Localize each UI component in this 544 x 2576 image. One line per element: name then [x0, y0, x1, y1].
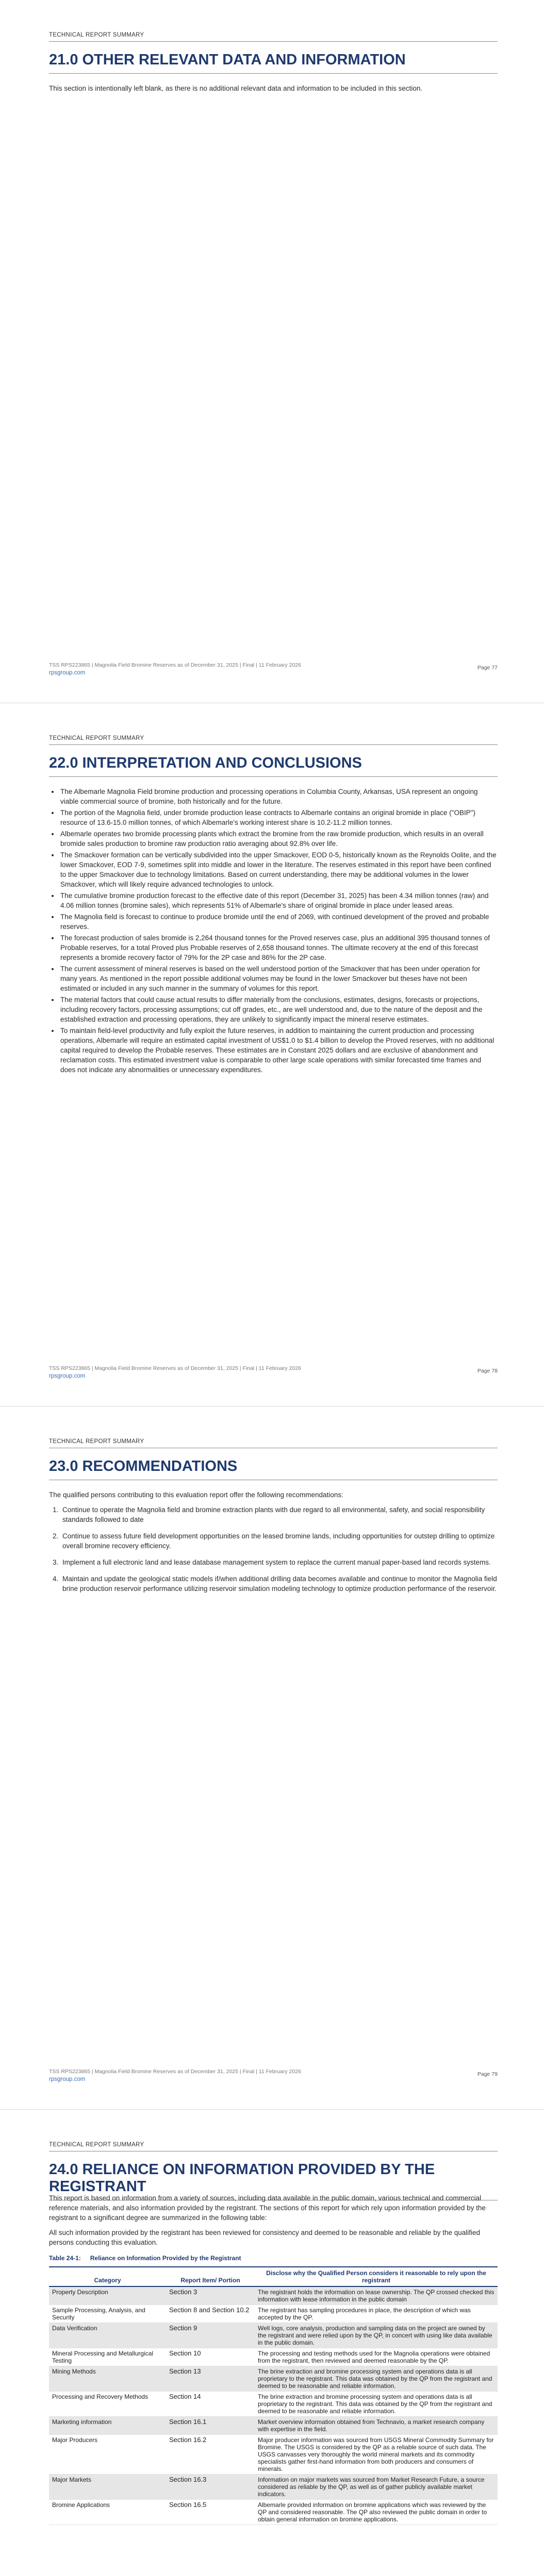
- page-footer: [49, 662, 498, 676]
- table-cell: Section 3: [166, 2286, 255, 2305]
- table-row: [49, 2435, 498, 2475]
- table-cell: Section 16.3: [166, 2475, 255, 2500]
- list-item: • The Smackover formation can be vertically subdivided into the upper Smackover, EOD 0-5, historically known as the Reynolds Oolite, and the lower Smackover, EOD 7-9, sometimes split into middle and lower in the literature. The reserves estimated in this report have been confined to the upper Smackover due to technology limitations. Based on current understanding, there may be additional volumes in the lower Smackover, which will likely require advanced technologies to unlock.: [59, 850, 498, 889]
- list-item: • The portion of the Magnolia field, under bromide production lease contracts to Albemarle contains an original bromide in place ("OBIP") resource of 13.6-15.0 million tonnes, of which Albemarle's working interest share is 10.2-11.2 million tonnes.: [59, 808, 498, 827]
- table-cell: Section 10: [166, 2348, 255, 2366]
- report-page-79: [0, 1406, 544, 2110]
- table-caption: [49, 2253, 498, 2263]
- table-cell: Section 8 and Section 10.2: [166, 2305, 255, 2323]
- page-number: Page 77: [477, 665, 498, 671]
- table-cell: Sample Processing, Analysis, and Security: [49, 2305, 166, 2323]
- conclusions-list: [49, 787, 498, 1075]
- report-page-78: [0, 703, 544, 1406]
- table-cell: Information on major markets was sourced from Market Research Future, a source considered as reliable by the QP, as well as of gather publicly available market indicators.: [255, 2475, 498, 2500]
- list-item: • Albemarle operates two bromide processing plants which extract the bromine from the raw bromide production, which results in an overall bromide sales production to bromine raw production ratio averaging about 92.8% over life.: [59, 829, 498, 849]
- table-cell: Albemarle provided information on bromine applications which was reviewed by the QP and considered reasonable. The QP also reviewed the public domain in order to obtain general information on bromine applications.: [255, 2500, 498, 2525]
- list-item: • The Magnolia field is forecast to continue to produce bromide until the end of 2069, with continued development of the proved and probable reserves.: [59, 912, 498, 931]
- list-item: • To maintain field-level productivity and fully exploit the future reserves, in addition to maintaining the current production and processing operations, Albemarle will require an estimated capital investment of US$1.0 to $1.4 billion to develop the Proved reserves, with no additional capital required to develop the Probable reserves. These estimates are in Constant 2025 dollars and are exclusive of abandonment and reclamation costs. This estimated investment value is comparable to other large scale operations with similar forecasted time frames and does not indicate any abnormalities or unnecessary expenditures.: [59, 1026, 498, 1075]
- table-row: [49, 2348, 498, 2366]
- table-row: [49, 2323, 498, 2348]
- running-header: TECHNICAL REPORT SUMMARY: [49, 32, 498, 42]
- table-cell: The registrant has sampling procedures in place, the description of which was accepted by the QP.: [255, 2305, 498, 2323]
- column-header-category: Category: [49, 2267, 166, 2286]
- footer-doc-line: TSS RPS223865 | Magnolia Field Bromine Reserves as of December 31, 2025 | Final | 11 February 2026: [49, 662, 301, 668]
- section-body: [49, 83, 498, 98]
- table-cell: Data Verification: [49, 2323, 166, 2348]
- list-item: 4. Maintain and update the geological static models if/when additional drilling data becomes available and continue to monitor the Magnolia field brine production reservoir performance utilizing reservoir simulation modeling technology to optimize production performance of the reservoir.: [60, 1574, 498, 1594]
- intro-paragraph: The qualified persons contributing to this evaluation report offer the following recommendations:: [49, 1491, 343, 1499]
- table-caption-number: Table 24-1:: [49, 2255, 81, 2262]
- running-header: TECHNICAL REPORT SUMMARY: [49, 2142, 498, 2151]
- table-cell: The brine extraction and bromine processing system and operations data is all proprietary to the registrant. This data was obtained by the QP from the registrant and deemed to be reasonable and reliable information.: [255, 2392, 498, 2417]
- table-cell: The registrant holds the information on lease ownership. The QP crossed checked this information with lease information in the public domain: [255, 2286, 498, 2305]
- page-number: Page 78: [477, 1368, 498, 1374]
- list-item: • The cumulative bromine production forecast to the effective date of this report (December 31, 2025) has been 4.34 million tonnes (raw) and 4.06 million tonnes (bromine sales), which represents 51% of Albemarle's share of original bromide in place under leased areas.: [59, 891, 498, 910]
- section-title: 23.0 RECOMMENDATIONS: [49, 1458, 498, 1480]
- recommendations-list: [49, 1505, 498, 1594]
- table-row: [49, 2366, 498, 2392]
- section-body: [49, 787, 498, 1076]
- column-header-report-item: Report Item/ Portion: [166, 2267, 255, 2286]
- table-cell: The brine extraction and bromine processing system and operations data is all proprietary to the registrant. This data was obtained by the QP from the registrant and deemed to be reasonable and reliable information.: [255, 2366, 498, 2392]
- footer-website-link[interactable]: rpsgroup.com: [49, 1373, 86, 1379]
- table-row: [49, 2305, 498, 2323]
- footer-website-link[interactable]: rpsgroup.com: [49, 2076, 86, 2082]
- table-cell: Major Producers: [49, 2435, 166, 2475]
- page-number: Page 79: [477, 2071, 498, 2077]
- running-header: TECHNICAL REPORT SUMMARY: [49, 1438, 498, 1448]
- table-cell: Market overview information obtained from Technavio, a market research company with expertise in the field.: [255, 2417, 498, 2435]
- table-row: [49, 2500, 498, 2525]
- table-cell: Well logs, core analysis, production and sampling data on the project are owned by the registrant and were relied upon by the QP, in concert with using like data available in the public domain.: [255, 2323, 498, 2348]
- footer-website-link[interactable]: rpsgroup.com: [49, 670, 86, 676]
- table-cell: Mining Methods: [49, 2366, 166, 2392]
- section-body: [49, 2193, 498, 2525]
- page-footer: [49, 2069, 498, 2082]
- table-cell: Major Markets: [49, 2475, 166, 2500]
- table-cell: Mineral Processing and Metallurgical Testing: [49, 2348, 166, 2366]
- table-cell: Section 16.1: [166, 2417, 255, 2435]
- table-caption-text: Reliance on Information Provided by the Registrant: [90, 2255, 241, 2262]
- footer-doc-line: TSS RPS223865 | Magnolia Field Bromine Reserves as of December 31, 2025 | Final | 11 February 2026: [49, 1365, 301, 1371]
- section-title: 24.0 RELIANCE ON INFORMATION PROVIDED BY THE REGISTRANT: [49, 2161, 498, 2200]
- report-page-77: [0, 0, 544, 703]
- table-cell: Property Description: [49, 2286, 166, 2305]
- table-cell: Major producer information was sourced from USGS Mineral Commodity Summary for Bromine. The USGS is considered by the QP as a reliable source of such data. The USGS canvasses very thoroughly the world mineral markets and its commodity specialists gather first-hand information from both producers and consumers of minerals.: [255, 2435, 498, 2475]
- list-item: 3. Implement a full electronic land and lease database management system to replace the current manual paper-based land records systems.: [60, 1557, 498, 1567]
- footer-doc-line: TSS RPS223865 | Magnolia Field Bromine Reserves as of December 31, 2025 | Final | 11 February 2026: [49, 2069, 301, 2075]
- section-title: 22.0 INTERPRETATION AND CONCLUSIONS: [49, 755, 498, 777]
- list-item: • The material factors that could cause actual results to differ materially from the conclusions, estimates, designs, forecasts or projections, including recovery factors, processing assumptions; cut off grades, etc., are well understood and, due to the nature of the deposit and the established extraction and processing operations, they are unlikely to significantly impact the mineral reserve estimates.: [59, 995, 498, 1024]
- list-item: • The forecast production of sales bromide is 2,264 thousand tonnes for the Proved reserves case, plus an additional 395 thousand tonnes of Probable reserves, for a total Proved plus Probable reserves of 2,658 thousand tonnes. The ultimate recovery at the end of this forecast represents a bromide recovery factor of 79% for the 2P case and 86% for the 2P case.: [59, 933, 498, 962]
- table-cell: Bromine Applications: [49, 2500, 166, 2525]
- list-item: • The current assessment of mineral reserves is based on the well understood portion of the Smackover that has been under operation for many years. As mentioned in the report possible additional volumes may be found in the lower Smackover but theses have not been estimated or included in any such manner in the summary of volumes for this report.: [59, 964, 498, 993]
- list-item: • The Albemarle Magnolia Field bromine production and processing operations in Columbia County, Arkansas, USA represent an ongoing viable commercial source of bromine, both historically and for the future.: [59, 787, 498, 806]
- column-header-disclosure: Disclose why the Qualified Person considers it reasonable to rely upon the registrant: [255, 2267, 498, 2286]
- table-row: [49, 2392, 498, 2417]
- table-header-row: [49, 2267, 498, 2286]
- table-row: [49, 2417, 498, 2435]
- table-cell: Section 16.2: [166, 2435, 255, 2475]
- body-paragraph: All such information provided by the registrant has been reviewed for consistency and deemed to be reasonable and reliable by the qualified persons conducting this evaluation.: [49, 2229, 481, 2246]
- report-page-80: [0, 2110, 544, 2576]
- running-header: TECHNICAL REPORT SUMMARY: [49, 735, 498, 745]
- table-cell: Section 9: [166, 2323, 255, 2348]
- table-cell: Section 13: [166, 2366, 255, 2392]
- table-row: [49, 2475, 498, 2500]
- table-cell: Processing and Recovery Methods: [49, 2392, 166, 2417]
- table-cell: The processing and testing methods used for the Magnolia operations were obtained from the registrant, then reviewed and deemed reasonable by the QP.: [255, 2348, 498, 2366]
- reliance-table: [49, 2266, 498, 2525]
- list-item: 2. Continue to assess future field development opportunities on the leased bromine lands, including opportunities for outstep drilling to optimize overall bromine recovery efficiency.: [60, 1531, 498, 1551]
- list-item: 1. Continue to operate the Magnolia field and bromine extraction plants with due regard to all environmental, safety, and social responsibility standards followed to date: [60, 1505, 498, 1524]
- table-cell: Marketing information: [49, 2417, 166, 2435]
- body-paragraph: This section is intentionally left blank, as there is no additional relevant data and information to be included in this section.: [49, 84, 423, 92]
- section-body: [49, 1490, 498, 1600]
- body-paragraph: This report is based on information from a variety of sources, including data available in the public domain, various technical and commercial reference materials, and also information provided by the registrant. The sections of this report for which rely upon information provided by the registrant to a significant degree are summarized in the following table:: [49, 2194, 486, 2222]
- table-cell: Section 16.5: [166, 2500, 255, 2525]
- table-cell: Section 14: [166, 2392, 255, 2417]
- section-title: 21.0 OTHER RELEVANT DATA AND INFORMATION: [49, 52, 498, 74]
- table-row: [49, 2286, 498, 2305]
- page-footer: [49, 1365, 498, 1379]
